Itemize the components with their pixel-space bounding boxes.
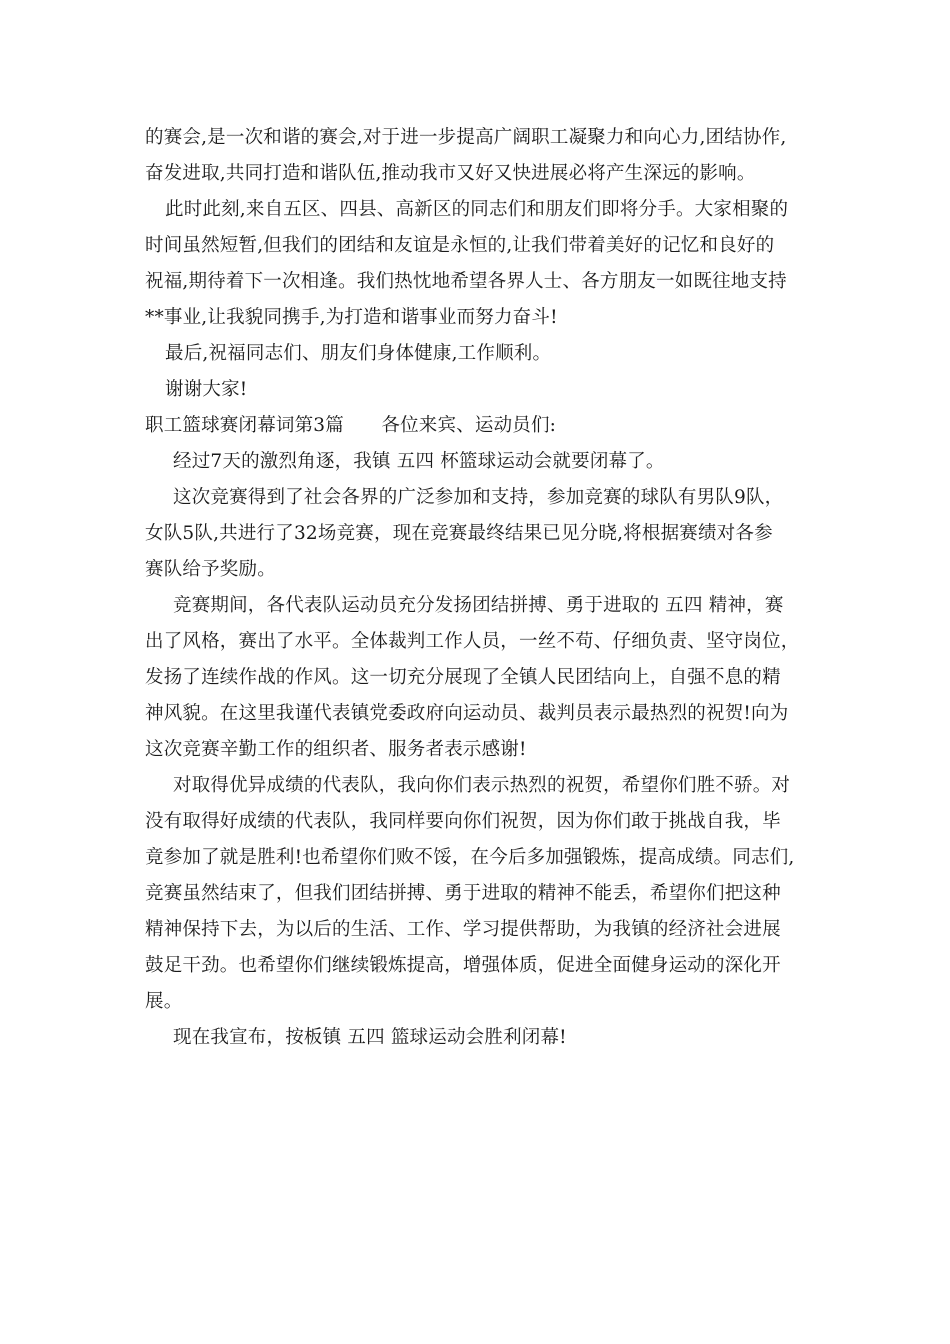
text-line: 出了风格，赛出了水平。全体裁判工作人员，一丝不苟、仔细负责、坚守岗位， xyxy=(145,631,800,652)
text-line: 奋发进取,共同打造和谐队伍,推动我市又好又快进展必将产生深远的影响。 xyxy=(145,163,756,184)
text-line: 此时此刻,来自五区、四县、高新区的同志们和朋友们即将分手。大家相聚的 xyxy=(165,199,789,220)
text-line: 最后,祝福同志们、朋友们身体健康,工作顺利。 xyxy=(165,343,552,364)
text-line: 赛队给予奖励。 xyxy=(145,559,276,580)
text-line: 祝福,期待着下一次相逢。我们热忱地希望各界人士、各方朋友一如既往地支持 xyxy=(145,271,787,292)
text-line: 时间虽然短暂,但我们的团结和友谊是永恒的,让我们带着美好的记忆和良好的 xyxy=(145,235,775,256)
text-line: 对取得优异成绩的代表队，我向你们表示热烈的祝贺，希望你们胜不骄。对 xyxy=(173,775,791,796)
text-line: 鼓足干劲。也希望你们继续锻炼提高，增强体质，促进全面健身运动的深化开 xyxy=(145,955,781,976)
text-line: 竞赛虽然结束了，但我们团结拼搏、勇于进取的精神不能丢，希望你们把这种 xyxy=(145,883,781,904)
text-line: 这次竞赛辛勤工作的组织者、服务者表示感谢! xyxy=(145,739,527,760)
text-line: 的赛会,是一次和谐的赛会,对于进一步提高广阔职工凝聚力和向心力,团结协作, xyxy=(145,127,787,148)
text-line: 女队5队,共进行了32场竞赛，现在竞赛最终结果已见分晓,将根据赛绩对各参 xyxy=(145,523,773,544)
text-line: 竟参加了就是胜利!也希望你们败不馁，在今后多加强锻炼，提高成绩。同志们, xyxy=(145,847,795,868)
text-line: 精神保持下去，为以后的生活、工作、学习提供帮助，为我镇的经济社会进展 xyxy=(145,919,781,940)
text-line: 神风貌。在这里我谨代表镇党委政府向运动员、裁判员表示最热烈的祝贺!向为 xyxy=(145,703,789,724)
text-line: 发扬了连续作战的作风。这一切充分展现了全镇人民团结向上，自强不息的精 xyxy=(145,667,781,688)
text-line: **事业,让我貌同携手,为打造和谐事业而努力奋斗! xyxy=(145,307,558,328)
text-line: 现在我宣布，按板镇 五四 篮球运动会胜利闭幕! xyxy=(173,1027,567,1048)
text-line: 展。 xyxy=(145,991,183,1012)
text-line: 这次竞赛得到了社会各界的广泛参加和支持，参加竞赛的球队有男队9队， xyxy=(173,487,784,508)
text-line: 经过7天的激烈角逐，我镇 五四 杯篮球运动会就要闭幕了。 xyxy=(173,451,665,472)
text-line: 竞赛期间，各代表队运动员充分发扬团结拼搏、勇于进取的 五四 精神，赛 xyxy=(173,595,784,616)
text-line: 没有取得好成绩的代表队，我同样要向你们祝贺，因为你们敢于挑战自我，毕 xyxy=(145,811,781,832)
text-line: 谢谢大家! xyxy=(165,379,248,400)
section-heading: 职工篮球赛闭幕词第3篇 各位来宾、运动员们: xyxy=(145,415,557,436)
